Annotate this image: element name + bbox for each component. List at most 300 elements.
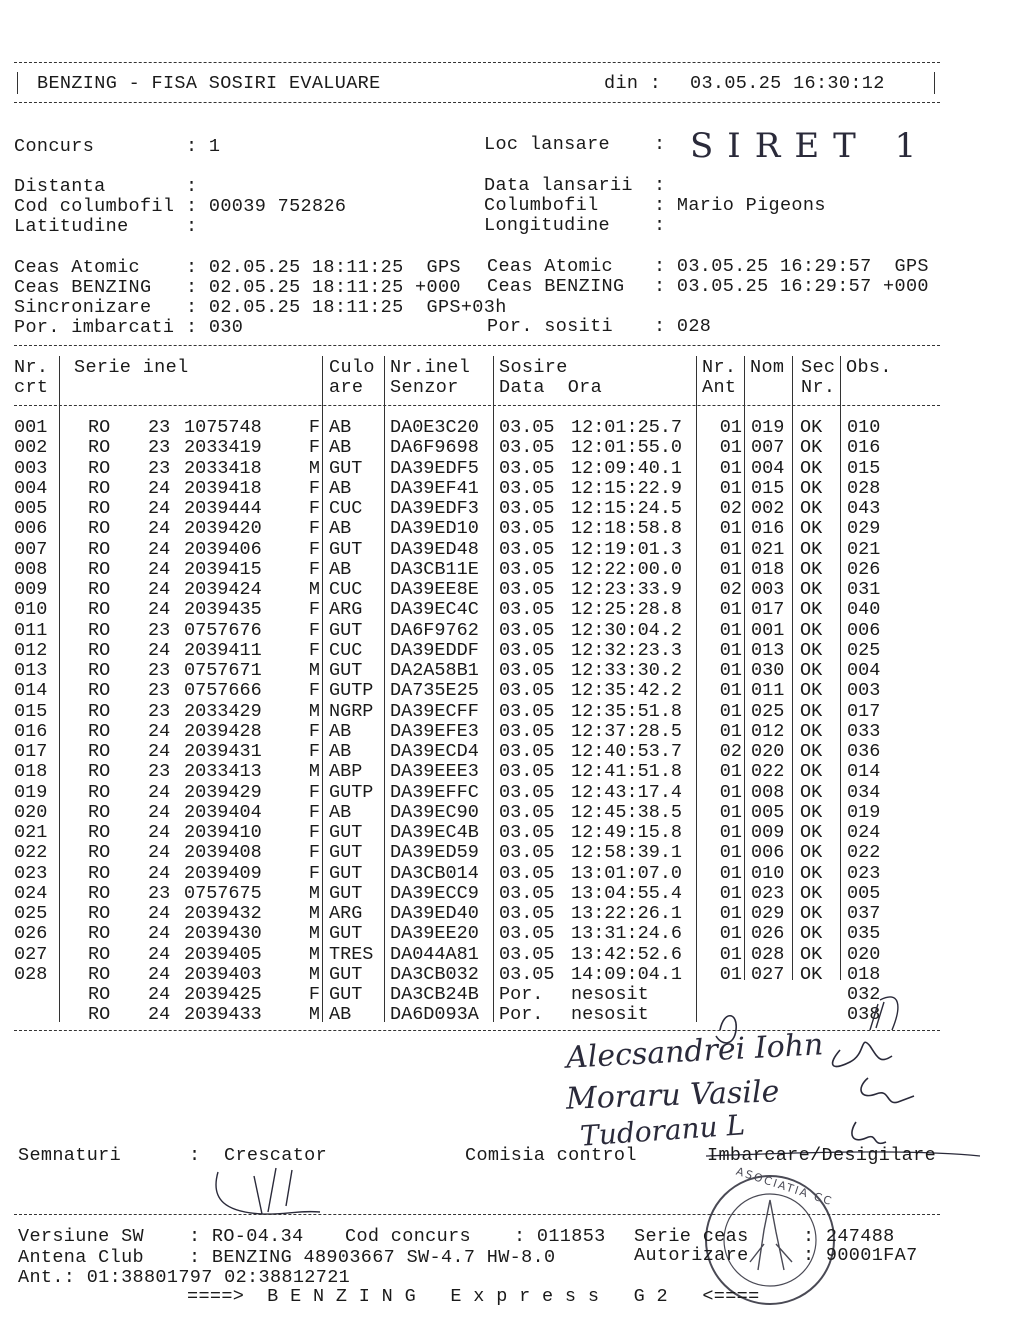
longitudine-label: Longitudine: [484, 215, 610, 236]
cell-nr: 025: [14, 903, 48, 924]
cell-ora: 12:41:51.8: [571, 761, 683, 783]
cell-sex: F: [308, 558, 320, 580]
cell-inel: 0757676: [184, 619, 262, 641]
cell-ant: 01: [719, 781, 742, 803]
data-lansarii-value: :: [654, 175, 666, 196]
cell-data: 03.05: [499, 923, 555, 945]
cell-nom: 029: [751, 903, 785, 924]
cell-ant: 01: [719, 842, 742, 864]
cell-ora: 13:42:52.6: [571, 943, 683, 965]
cell-obs: 015: [847, 457, 881, 479]
cell-nr: 015: [14, 700, 48, 722]
cell-inel: 2039424: [184, 579, 262, 600]
cell-ant: 01: [719, 518, 742, 540]
cell-tara: RO: [88, 963, 111, 985]
cell-sex: F: [308, 437, 320, 459]
cell-nom: 009: [751, 822, 785, 843]
cell-inel: 2033419: [184, 437, 262, 459]
cell-data: 03.05: [499, 417, 555, 438]
sincronizare-value: : 02.05.25 18:11:25 GPS+03h: [186, 297, 507, 318]
cell-nom: 010: [751, 862, 785, 884]
col-nr-header-2: crt: [14, 377, 49, 398]
cell-culoare: ARG: [329, 903, 363, 924]
cell-tara: RO: [88, 558, 111, 580]
col-senzor-header-2: Senzor: [390, 377, 459, 398]
cell-obs: 019: [847, 801, 881, 823]
cell-ant: 01: [719, 477, 742, 499]
col-culoare-header-2: are: [329, 377, 364, 398]
cell-nr: 017: [14, 741, 48, 762]
antena-club-value: : BENZING 48903667 SW-4.7 HW-8.0: [189, 1247, 556, 1268]
cell-ant: 01: [719, 538, 742, 560]
cell-data: 03.05: [499, 741, 555, 762]
cell-sec: OK: [800, 963, 823, 985]
cell-ant: 02: [719, 741, 742, 762]
cell-sex: F: [308, 801, 320, 823]
cell-nr: 024: [14, 882, 48, 904]
cell-nom: 015: [751, 477, 785, 499]
cell-ora: 12:33:30.2: [571, 660, 683, 681]
cell-tara: RO: [88, 619, 111, 641]
por-imbarcati-label: Por. imbarcati: [14, 317, 175, 338]
table-row: [0, 621, 1024, 641]
cell-obs: 038: [847, 1004, 881, 1026]
table-row: [0, 580, 1024, 600]
cell-sec: OK: [800, 720, 823, 742]
table-row: [0, 438, 1024, 458]
cell-obs: 040: [847, 599, 881, 621]
cell-an: 24: [148, 538, 171, 560]
cell-data: 03.05: [499, 619, 555, 641]
cell-data: 03.05: [499, 801, 555, 823]
cell-senzor: DA6F9698: [390, 437, 479, 459]
cell-ora: 12:35:42.2: [571, 680, 683, 702]
cell-ant: 01: [719, 862, 742, 884]
cell-sec: OK: [800, 741, 823, 762]
cell-ora: nesosit: [571, 984, 649, 1005]
cell-senzor: DA6F9762: [390, 619, 479, 641]
cell-sec: OK: [800, 822, 823, 843]
ceas-atomic-start-label: Ceas Atomic: [14, 257, 140, 278]
cell-an: 23: [148, 437, 171, 459]
cell-senzor: DA39EC90: [390, 801, 479, 823]
cell-nr: 011: [14, 619, 48, 641]
cell-sec: OK: [800, 680, 823, 702]
document-title: BENZING - FISA SOSIRI EVALUARE: [37, 73, 381, 94]
cell-sex: M: [308, 903, 320, 924]
cell-an: 24: [148, 923, 171, 945]
cell-senzor: DA39ED40: [390, 903, 479, 924]
cell-senzor: DA39EFE3: [390, 720, 479, 742]
cell-obs: 021: [847, 538, 881, 560]
date-value: 03.05.25 16:30:12: [690, 73, 885, 94]
cell-culoare: CUC: [329, 579, 363, 600]
cell-tara: RO: [88, 417, 111, 438]
cell-ora: 12:23:33.9: [571, 579, 683, 600]
cell-ora: 12:22:00.0: [571, 558, 683, 580]
cell-culoare: ABP: [329, 761, 363, 783]
distanta-value: :: [186, 176, 198, 197]
cell-senzor: DA39EF41: [390, 477, 479, 499]
cell-inel: 2039425: [184, 984, 262, 1005]
ceas-benzing-end-label: Ceas BENZING: [487, 276, 625, 297]
serie-ceas-label: Serie ceas: [634, 1226, 749, 1247]
cell-data: 03.05: [499, 518, 555, 540]
cell-data: 03.05: [499, 943, 555, 965]
ceas-atomic-end-value: : 03.05.25 16:29:57 GPS: [654, 256, 929, 277]
cell-culoare: CUC: [329, 498, 363, 519]
cell-senzor: DA0E3C20: [390, 417, 479, 438]
cell-tara: RO: [88, 984, 111, 1005]
cell-tara: RO: [88, 437, 111, 459]
cell-data: 03.05: [499, 781, 555, 803]
cell-senzor: DA3CB11E: [390, 558, 479, 580]
concurs-value: : 1: [186, 136, 221, 157]
cell-sex: M: [308, 1004, 320, 1026]
cell-ant: 01: [719, 680, 742, 702]
cell-sex: F: [308, 619, 320, 641]
ceas-benzing-end-value: : 03.05.25 16:29:57 +000: [654, 276, 929, 297]
cell-inel: 2039433: [184, 1004, 262, 1026]
ceas-benzing-start-label: Ceas BENZING: [14, 277, 152, 298]
cell-sex: F: [308, 639, 320, 661]
cell-ant: 01: [719, 558, 742, 580]
cell-obs: 004: [847, 660, 881, 681]
cell-sex: F: [308, 498, 320, 519]
cell-sex: M: [308, 660, 320, 681]
cell-sec: OK: [800, 862, 823, 884]
cell-sex: F: [308, 822, 320, 843]
cell-ora: 13:31:24.6: [571, 923, 683, 945]
cell-data: 03.05: [499, 862, 555, 884]
table-row: [0, 459, 1024, 479]
cell-obs: 010: [847, 417, 881, 438]
cell-inel: 2039418: [184, 477, 262, 499]
cell-obs: 029: [847, 518, 881, 540]
cell-senzor: DA39EDDF: [390, 639, 479, 661]
cell-nom: 007: [751, 437, 785, 459]
cell-ora: 13:22:26.1: [571, 903, 683, 924]
cell-ant: 01: [719, 923, 742, 945]
cell-sec: OK: [800, 518, 823, 540]
cell-sex: F: [308, 417, 320, 438]
cell-nr: 026: [14, 923, 48, 945]
table-row: [0, 641, 1024, 661]
stamp-text: ASOCIATIA CC: [734, 1164, 835, 1209]
cell-senzor: DA044A81: [390, 943, 479, 965]
cell-ora: 14:09:04.1: [571, 963, 683, 985]
table-row: [0, 1005, 1024, 1025]
cell-inel: 2039430: [184, 923, 262, 945]
cell-obs: 023: [847, 862, 881, 884]
cell-an: 23: [148, 761, 171, 783]
cell-data: 03.05: [499, 477, 555, 499]
cell-culoare: AB: [329, 518, 352, 540]
cell-ant: 01: [719, 599, 742, 621]
cell-inel: 2033418: [184, 457, 262, 479]
latitudine-value: :: [186, 216, 198, 237]
cell-senzor: DA39ECD4: [390, 741, 479, 762]
cell-an: 24: [148, 518, 171, 540]
cell-ant: 01: [719, 639, 742, 661]
col-ant-header-2: Ant: [702, 377, 737, 398]
cell-nr: 012: [14, 639, 48, 661]
col-sec-header-2: Nr.: [801, 377, 836, 398]
cell-sec: OK: [800, 660, 823, 681]
cell-ora: 12:01:55.0: [571, 437, 683, 459]
header-bottom-rule: [14, 102, 940, 103]
cell-sex: M: [308, 963, 320, 985]
cell-ant: 01: [719, 882, 742, 904]
cell-ant: 02: [719, 579, 742, 600]
cell-data: 03.05: [499, 639, 555, 661]
table-row: [0, 479, 1024, 499]
cell-obs: 035: [847, 923, 881, 945]
table-row: [0, 783, 1024, 803]
cell-culoare: GUT: [329, 862, 363, 884]
cell-an: 23: [148, 619, 171, 641]
cell-sex: F: [308, 720, 320, 742]
cell-tara: RO: [88, 923, 111, 945]
cell-nom: 006: [751, 842, 785, 864]
cell-data: 03.05: [499, 963, 555, 985]
cell-inel: 2039410: [184, 822, 262, 843]
cell-sec: OK: [800, 599, 823, 621]
cell-obs: 025: [847, 639, 881, 661]
cell-ora: 12:01:25.7: [571, 417, 683, 438]
cell-nom: 016: [751, 518, 785, 540]
cell-an: 24: [148, 579, 171, 600]
cell-ant: 02: [719, 498, 742, 519]
cell-nom: 027: [751, 963, 785, 985]
cell-senzor: DA39EDF3: [390, 498, 479, 519]
cell-an: 24: [148, 599, 171, 621]
cell-culoare: GUTP: [329, 680, 374, 702]
cell-inel: 2039403: [184, 963, 262, 985]
table-row: [0, 904, 1024, 924]
cell-nr: 001: [14, 417, 48, 438]
cell-inel: 2039406: [184, 538, 262, 560]
cell-nom: 022: [751, 761, 785, 783]
cell-ora: 13:01:07.0: [571, 862, 683, 884]
cell-an: 24: [148, 801, 171, 823]
cell-nom: 019: [751, 417, 785, 438]
table-row: [0, 864, 1024, 884]
header-top-rule: [14, 62, 940, 63]
col-sec-header-1: Sec: [801, 357, 836, 378]
cell-nom: 011: [751, 680, 785, 702]
cell-nr: 004: [14, 477, 48, 499]
cell-sex: F: [308, 477, 320, 499]
cell-sec: OK: [800, 498, 823, 519]
autorizare-value: : 90001FA7: [803, 1245, 918, 1266]
cell-ora: 12:45:38.5: [571, 801, 683, 823]
cell-nom: 021: [751, 538, 785, 560]
table-row: [0, 418, 1024, 438]
cell-senzor: DA39EC4C: [390, 599, 479, 621]
cell-data: 03.05: [499, 579, 555, 600]
cell-nr: 019: [14, 781, 48, 803]
cell-obs: 036: [847, 741, 881, 762]
cell-ora: nesosit: [571, 1004, 649, 1026]
cell-tara: RO: [88, 1004, 111, 1026]
distanta-label: Distanta: [14, 176, 106, 197]
ceas-benzing-start-value: : 02.05.25 18:11:25 +000: [186, 277, 461, 298]
cell-tara: RO: [88, 943, 111, 965]
table-row: [0, 702, 1024, 722]
cell-ora: 12:18:58.8: [571, 518, 683, 540]
cell-inel: 2039429: [184, 781, 262, 803]
cell-nom: 013: [751, 639, 785, 661]
cell-nom: 030: [751, 660, 785, 681]
cell-tara: RO: [88, 477, 111, 499]
table-row: [0, 560, 1024, 580]
cell-an: 23: [148, 660, 171, 681]
cell-senzor: DA3CB24B: [390, 984, 479, 1005]
loc-lansare-label: Loc lansare: [484, 134, 610, 155]
cell-an: 24: [148, 963, 171, 985]
cell-tara: RO: [88, 639, 111, 661]
cell-senzor: DA2A58B1: [390, 660, 479, 681]
cell-nr: 013: [14, 660, 48, 681]
cell-data: 03.05: [499, 700, 555, 722]
cell-ant: 01: [719, 457, 742, 479]
autorizare-label: Autorizare: [634, 1245, 749, 1266]
cell-an: 23: [148, 457, 171, 479]
cell-obs: 006: [847, 619, 881, 641]
table-row: [0, 985, 1024, 1005]
cell-data: Por.: [499, 1004, 544, 1026]
cell-culoare: GUT: [329, 963, 363, 985]
cell-tara: RO: [88, 882, 111, 904]
col-sosire-header-2: Data Ora: [499, 377, 603, 398]
cell-sex: M: [308, 761, 320, 783]
cell-sec: OK: [800, 761, 823, 783]
cell-senzor: DA39EDF5: [390, 457, 479, 479]
cell-nr: 020: [14, 801, 48, 823]
cell-inel: 2039428: [184, 720, 262, 742]
cell-nr: 014: [14, 680, 48, 702]
cell-an: 24: [148, 984, 171, 1005]
cell-nr: 006: [14, 518, 48, 540]
col-senzor-header-1: Nr.inel: [390, 357, 471, 378]
cell-sex: F: [308, 741, 320, 762]
cell-obs: 017: [847, 700, 881, 722]
cell-inel: 0757675: [184, 882, 262, 904]
cell-ant: 01: [719, 822, 742, 843]
cell-inel: 0757666: [184, 680, 262, 702]
cell-ora: 12:30:04.2: [571, 619, 683, 641]
col-nom-header: Nom: [750, 357, 785, 378]
cell-sex: F: [308, 680, 320, 702]
cell-an: 24: [148, 781, 171, 803]
cell-sec: OK: [800, 558, 823, 580]
cell-sex: M: [308, 700, 320, 722]
cell-sec: OK: [800, 842, 823, 864]
cell-ora: 12:43:17.4: [571, 781, 683, 803]
cell-ora: 12:15:24.5: [571, 498, 683, 519]
cell-senzor: DA39EE20: [390, 923, 479, 945]
cell-an: 24: [148, 943, 171, 965]
cell-culoare: GUT: [329, 923, 363, 945]
cell-obs: 032: [847, 984, 881, 1005]
table-row: [0, 600, 1024, 620]
signature-name-1: Alecsandrei Iohn: [565, 1027, 825, 1076]
cell-ant: 01: [719, 903, 742, 924]
cell-sec: OK: [800, 639, 823, 661]
cell-ora: 12:32:23.3: [571, 639, 683, 661]
cell-obs: 043: [847, 498, 881, 519]
cell-tara: RO: [88, 700, 111, 722]
table-row: [0, 540, 1024, 560]
cell-nr: 018: [14, 761, 48, 783]
cell-ant: 01: [719, 660, 742, 681]
cell-culoare: GUT: [329, 538, 363, 560]
cell-sec: OK: [800, 781, 823, 803]
table-row: [0, 499, 1024, 519]
cell-culoare: CUC: [329, 639, 363, 661]
cell-inel: 2033413: [184, 761, 262, 783]
cell-nom: 003: [751, 579, 785, 600]
cell-ant: 01: [719, 963, 742, 985]
cell-tara: RO: [88, 822, 111, 843]
cell-ant: 01: [719, 720, 742, 742]
cell-nr: 005: [14, 498, 48, 519]
cell-nom: 012: [751, 720, 785, 742]
cell-culoare: ARG: [329, 599, 363, 621]
cell-data: 03.05: [499, 882, 555, 904]
table-row: [0, 823, 1024, 843]
latitudine-label: Latitudine: [14, 216, 129, 237]
cell-sec: OK: [800, 943, 823, 965]
table-row: [0, 661, 1024, 681]
cell-inel: 2039415: [184, 558, 262, 580]
cell-data: 03.05: [499, 842, 555, 864]
cell-obs: 033: [847, 720, 881, 742]
cell-obs: 003: [847, 680, 881, 702]
cell-an: 24: [148, 477, 171, 499]
cell-an: 24: [148, 842, 171, 864]
cell-data: 03.05: [499, 720, 555, 742]
cell-culoare: GUT: [329, 842, 363, 864]
cell-obs: 024: [847, 822, 881, 843]
cell-culoare: AB: [329, 477, 352, 499]
cell-data: 03.05: [499, 457, 555, 479]
serie-ceas-value: : 247488: [803, 1226, 895, 1247]
cell-nr: 009: [14, 579, 48, 600]
cell-obs: 031: [847, 579, 881, 600]
cell-nr: 010: [14, 599, 48, 621]
cell-sec: OK: [800, 579, 823, 600]
ceas-atomic-start-value: : 02.05.25 18:11:25 GPS: [186, 257, 461, 278]
cell-nr: 028: [14, 963, 48, 985]
cell-obs: 005: [847, 882, 881, 904]
cell-culoare: AB: [329, 558, 352, 580]
header-left-border: [17, 72, 18, 94]
cell-senzor: DA39EE8E: [390, 579, 479, 600]
cell-nom: 018: [751, 558, 785, 580]
cell-inel: 2039435: [184, 599, 262, 621]
cell-nr: 016: [14, 720, 48, 742]
cell-ant: 01: [719, 700, 742, 722]
cell-ora: 12:58:39.1: [571, 842, 683, 864]
cell-an: 23: [148, 417, 171, 438]
table-row: [0, 519, 1024, 539]
cell-tara: RO: [88, 903, 111, 924]
cell-data: 03.05: [499, 498, 555, 519]
cell-sex: M: [308, 457, 320, 479]
ceas-atomic-end-label: Ceas Atomic: [487, 256, 613, 277]
